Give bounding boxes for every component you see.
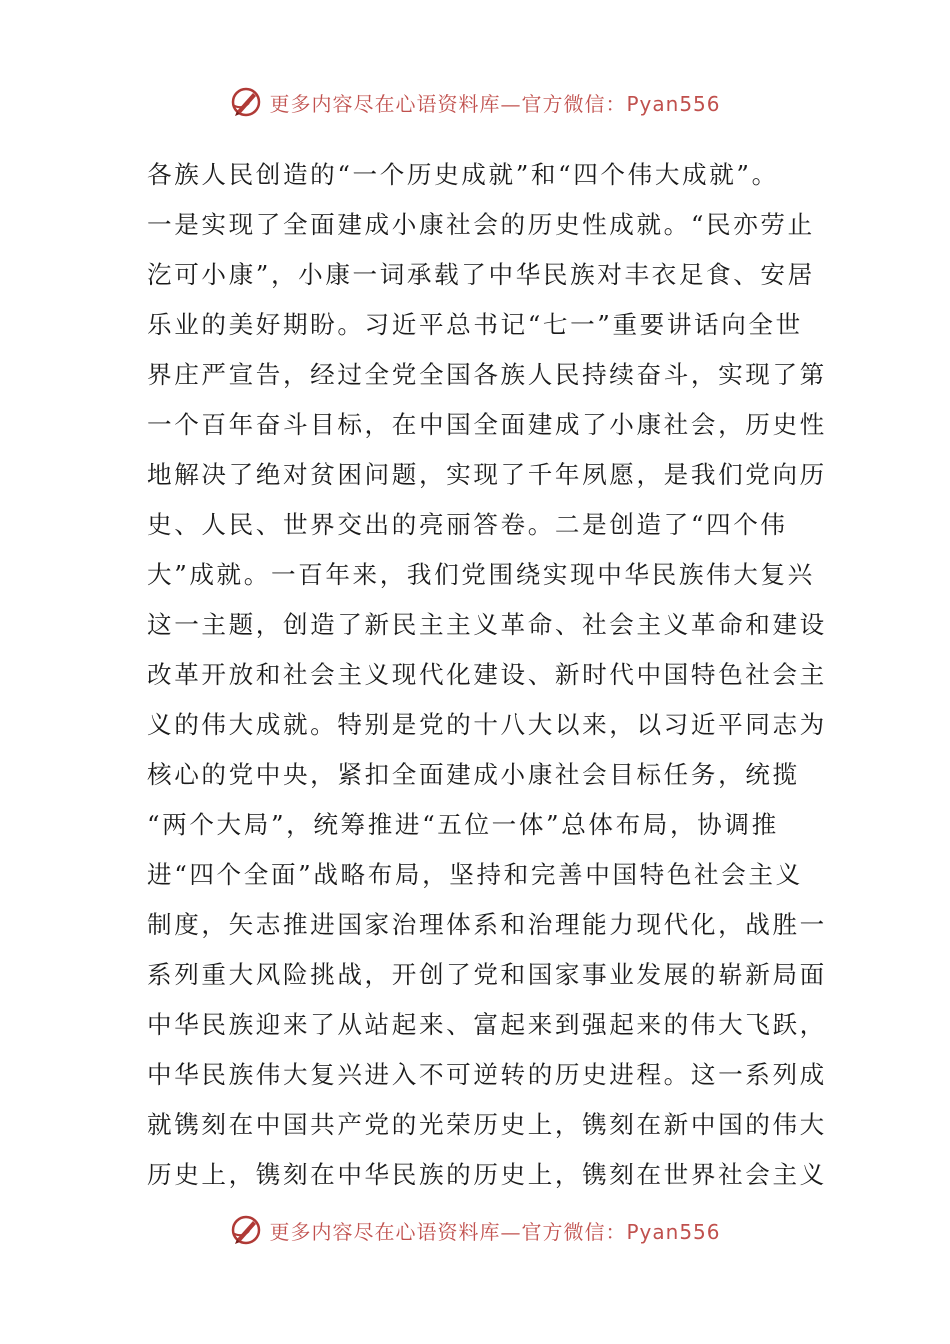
footer-contact-label: 官方微信： bbox=[521, 1219, 627, 1244]
text-line: 系列重大风险挑战，开创了党和国家事业发展的崭新局面 bbox=[147, 960, 827, 989]
footer-contact-id: Pyan556 bbox=[626, 1219, 721, 1244]
text-line: 这一主题，创造了新民主主义革命、社会主义革命和建设 bbox=[147, 610, 827, 639]
text-line: 界庄严宣告，经过全党全国各族人民持续奋斗，实现了第 bbox=[147, 360, 827, 389]
text-line: 制度，矢志推进国家治理体系和治理能力现代化，战胜一 bbox=[147, 910, 827, 939]
text-line: 改革开放和社会主义现代化建设、新时代中国特色社会主 bbox=[147, 660, 827, 689]
text-line: 史、人民、世界交出的亮丽答卷。二是创造了“四个伟 bbox=[147, 510, 788, 539]
pen-circle-logo-icon bbox=[229, 85, 263, 119]
text-line: 历史上，镌刻在中华民族的历史上，镌刻在世界社会主义 bbox=[147, 1160, 827, 1189]
footer-separator: — bbox=[500, 1219, 522, 1244]
header-banner-text bbox=[269, 88, 720, 117]
text-line: “两个大局”，统筹推进“五位一体”总体布局，协调推 bbox=[147, 810, 779, 839]
document-body bbox=[147, 150, 827, 1200]
header-contact-label: 官方微信： bbox=[521, 91, 627, 116]
text-line: 一个百年奋斗目标，在中国全面建成了小康社会，历史性 bbox=[147, 410, 827, 439]
pen-circle-logo-icon bbox=[229, 1213, 263, 1247]
text-line: 乐业的美好期盼。习近平总书记“七一”重要讲话向全世 bbox=[147, 310, 803, 339]
text-line: 汔可小康”，小康一词承载了中华民族对丰衣足食、安居 bbox=[147, 260, 815, 289]
text-line: 一是实现了全面建成小康社会的历史性成就。“民亦劳止 bbox=[147, 210, 815, 239]
text-line: 进“四个全面”战略布局，坚持和完善中国特色社会主义 bbox=[147, 860, 803, 889]
text-line: 义的伟大成就。特别是党的十八大以来，以习近平同志为 bbox=[147, 710, 827, 739]
text-line: 就镌刻在中国共产党的光荣历史上，镌刻在新中国的伟大 bbox=[147, 1110, 827, 1139]
footer-main-text: 更多内容尽在心语资料库 bbox=[269, 1219, 501, 1244]
header-banner bbox=[0, 82, 950, 122]
footer-banner-text bbox=[269, 1216, 720, 1245]
text-line: 中华民族伟大复兴进入不可逆转的历史进程。这一系列成 bbox=[147, 1060, 827, 1089]
text-line: 核心的党中央，紧扣全面建成小康社会目标任务，统揽 bbox=[147, 760, 800, 789]
header-contact-id: Pyan556 bbox=[626, 91, 721, 116]
header-separator: — bbox=[500, 91, 522, 116]
text-line: 大”成就。一百年来，我们党围绕实现中华民族伟大复兴 bbox=[147, 560, 815, 589]
text-line: 中华民族迎来了从站起来、富起来到强起来的伟大飞跃， bbox=[147, 1010, 827, 1039]
footer-banner bbox=[0, 1210, 950, 1250]
text-line: 地解决了绝对贫困问题，实现了千年夙愿，是我们党向历 bbox=[147, 460, 827, 489]
text-line: 各族人民创造的“一个历史成就”和“四个伟大成就”。 bbox=[147, 160, 779, 189]
header-main-text: 更多内容尽在心语资料库 bbox=[269, 91, 501, 116]
